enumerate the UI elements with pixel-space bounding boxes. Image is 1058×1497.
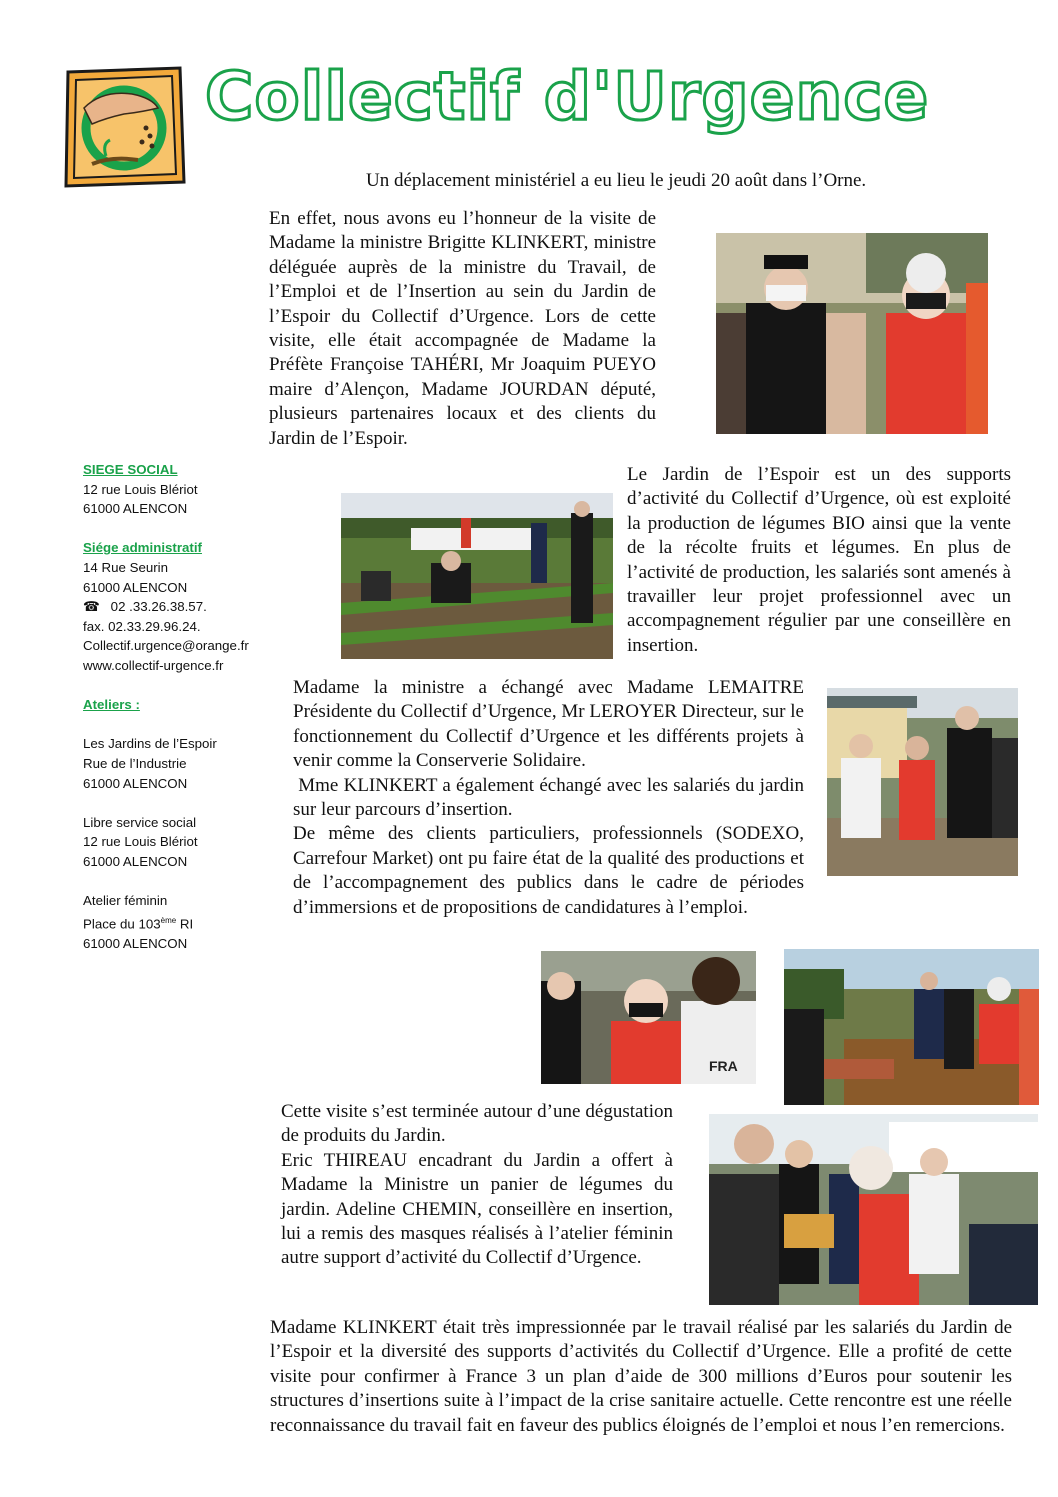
- siege-administratif: [83, 538, 283, 675]
- atelier-feminin-street: Place du 103ème RI: [83, 915, 194, 932]
- atelier-jardins-name: Les Jardins de l’Espoir: [83, 736, 217, 752]
- atelier-feminin-city: 61000 ALENCON: [83, 935, 188, 951]
- atelier-libre-street: 12 rue Louis Blériot: [83, 834, 198, 850]
- phone-number: 02 .33.26.38.57.: [110, 599, 207, 615]
- paragraph-conclusion: Madame KLINKERT était très impressionnée par le travail réalisé par les salariés du Jardin de l’Espoir et la diversité des supports d’activités du Collectif d’Urgence. Elle a profité de cette visite pour confirmer à France 3 un plan d’aide de 300 millions d’Euros pour soutenir les structures d’insertions suite à l’impact de la crise sanitaire actuelle. Cette rencontre est une réelle reconnaissance du travail fait en faveur des publics éloignés de l’emploi et nous l’en remercions.: [270, 1317, 1012, 1436]
- paragraph-visit: En effet, nous avons eu l’honneur de la visite de Madame la ministre Brigitte KLINKERT, ministre déléguée auprès de la ministre du Travail, de l’Emploi et de l’Insertion au sein du Jardin de l’Espoir du Collectif d’Urgence. Lors de cette visite, elle était accompagnée de Madame la Préfète Françoise TAHÉRI, Mr Joaquim PUEYO maire d’Alençon, Madame JOURDAN député, plusieurs partenaires locaux et des clients du Jardin de l’Espoir.: [269, 208, 656, 449]
- paragraph-exchanges-a: Madame la ministre a échangé avec Madame LEMAITRE Présidente du Collectif d’Urgence, Mr LEROYER Directeur, sur le fonctionnement du Collectif d’Urgence et les différents projets à venir comme la Conserverie Solidaire.: [293, 677, 804, 772]
- siege-admin-line2: 61000 ALENCON: [83, 579, 188, 595]
- photo-panier-legumes: [709, 1114, 1038, 1305]
- photo-garden-visit: [784, 949, 1039, 1105]
- photo-ministre-prefete: [716, 233, 988, 434]
- siege-admin-line1: 14 Rue Seurin: [83, 559, 169, 575]
- photo-garden-workers: [341, 493, 613, 659]
- page-title: Collectif d'Urgence: [205, 58, 930, 135]
- siege-social-line2: 61000 ALENCON: [83, 501, 188, 517]
- ateliers: [83, 695, 283, 715]
- email-link[interactable]: Collectif.urgence@orange.fr: [83, 638, 249, 654]
- paragraph-exchanges-c: De même des clients particuliers, professionnels (SODEXO, Carrefour Market) ont pu faire état de la qualité des productions et de l’accompagnement des publics dans le cadre de périodes d’immersions et de propositions de candidatures à l’emploi.: [293, 823, 804, 918]
- atelier-jardins: [83, 734, 283, 793]
- website-link[interactable]: www.collectif-urgence.fr: [83, 657, 224, 673]
- atelier-libre-city: 61000 ALENCON: [83, 853, 188, 869]
- paragraph-jardin: Le Jardin de l’Espoir est un des supports d’activité du Collectif d’Urgence, où est exploité la production de légumes BIO ainsi que la vente de la récolte fruits et légumes. En plus de l’activité de production, les salariés sont amenés à travailler leur projet professionnel avec un accompagnement régulier par une conseillère en insertion.: [627, 464, 1011, 656]
- sidebar-contact: [83, 460, 283, 973]
- atelier-feminin: [83, 891, 283, 953]
- siege-social-line1: 12 rue Louis Blériot: [83, 481, 198, 497]
- phone-line: [83, 597, 283, 617]
- paragraph-degustation-a: Cette visite s’est terminée autour d’une dégustation de produits du Jardin.: [281, 1101, 673, 1147]
- atelier-libre-name: Libre service social: [83, 814, 197, 830]
- atelier-jardins-city: 61000 ALENCON: [83, 775, 188, 791]
- logo: [62, 64, 186, 188]
- atelier-libre-service: [83, 813, 283, 872]
- intro-line: Un déplacement ministériel a eu lieu le jeudi 20 août dans l’Orne.: [366, 170, 867, 191]
- siege-social: [83, 460, 283, 519]
- hand-seed-logo-icon: [62, 64, 186, 188]
- siege-admin-heading: Siége administratif: [83, 540, 202, 556]
- phone-icon: ☎: [83, 599, 100, 615]
- photo-group-building: [827, 688, 1018, 876]
- siege-social-heading: SIEGE SOCIAL: [83, 462, 178, 477]
- atelier-feminin-name: Atelier féminin: [83, 893, 168, 909]
- paragraph-exchanges-b: Mme KLINKERT a également échangé avec les salariés du jardin sur leur parcours d’insertion.: [293, 774, 809, 821]
- photo-ministre-salarie: [541, 951, 756, 1084]
- paragraph-degustation: [281, 1100, 673, 1271]
- ateliers-heading: Ateliers :: [83, 697, 140, 713]
- photo-label-fra: FRA: [709, 1058, 738, 1074]
- paragraph-degustation-b: Eric THIREAU encadrant du Jardin a offert à Madame la Ministre un panier de légumes du jardin. Adeline CHEMIN, conseillère en insertion, lui a remis des masques réalisés à l’atelier féminin autre support d’activité du Collectif d’Urgence.: [281, 1149, 673, 1269]
- atelier-jardins-street: Rue de l’Industrie: [83, 755, 187, 771]
- fax-number: fax. 02.33.29.96.24.: [83, 618, 201, 634]
- paragraph-exchanges: [293, 676, 809, 920]
